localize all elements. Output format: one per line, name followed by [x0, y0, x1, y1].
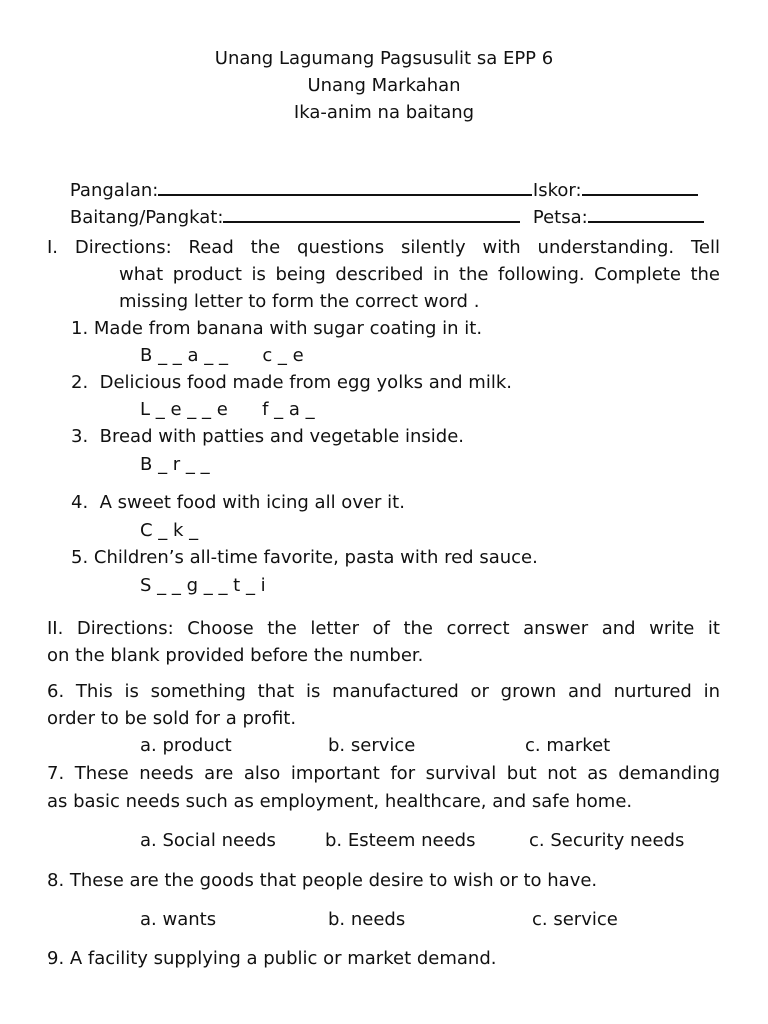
score-label: Iskor:: [532, 180, 582, 201]
question-7-line1: 7. These needs are also important for survival but not as demanding: [47, 763, 720, 784]
section-blank: [223, 205, 520, 223]
date-label: Petsa:: [532, 207, 588, 228]
answer-1: B _ _ a _ _ c _ e: [140, 345, 304, 366]
q8-option-b: b. needs: [328, 909, 406, 930]
question-7-line2: as basic needs such as employment, healthcare, and safe home.: [47, 791, 633, 812]
answer-3: B _ r _ _: [140, 454, 210, 475]
q8-option-a: a. wants: [140, 909, 217, 930]
q7-option-a: a. Social needs: [140, 830, 276, 851]
name-label: Pangalan:: [69, 180, 159, 201]
part1-directions-line1: I. Directions: Read the questions silently with understanding. Tell: [47, 237, 720, 258]
question-6-line1: 6. This is something that is manufactured or grown and nurtured in: [47, 681, 720, 702]
question-8-line1: 8. These are the goods that people desire to wish or to have.: [47, 870, 598, 891]
date-blank: [588, 205, 704, 223]
question-4: 4. A sweet food with icing all over it.: [71, 492, 405, 513]
quiz-grade: Ika-anim na baitang: [293, 102, 475, 123]
question-9-line1: 9. A facility supplying a public or market demand.: [47, 948, 497, 969]
q7-option-c: c. Security needs: [529, 830, 685, 851]
quiz-quarter: Unang Markahan: [307, 75, 461, 96]
section-label: Baitang/Pangkat:: [69, 207, 224, 228]
question-1: 1. Made from banana with sugar coating in it.: [71, 318, 483, 339]
question-6-line2: order to be sold for a profit.: [47, 708, 297, 729]
question-3: 3. Bread with patties and vegetable inside.: [71, 426, 465, 447]
quiz-title: Unang Lagumang Pagsusulit sa EPP 6: [214, 48, 554, 69]
question-5: 5. Children’s all-time favorite, pasta with red sauce.: [71, 547, 538, 568]
q8-option-c: c. service: [532, 909, 618, 930]
part1-directions-line3: missing letter to form the correct word .: [119, 291, 480, 312]
part1-directions-line2: what product is being described in the following. Complete the: [119, 264, 720, 285]
q7-option-b: b. Esteem needs: [325, 830, 476, 851]
q6-option-c: c. market: [525, 735, 611, 756]
q6-option-b: b. service: [328, 735, 416, 756]
q6-option-a: a. product: [140, 735, 232, 756]
question-2: 2. Delicious food made from egg yolks and milk.: [71, 372, 512, 393]
answer-4: C _ k _: [140, 520, 199, 541]
answer-5: S _ _ g _ _ t _ i: [140, 575, 266, 596]
part2-directions-line2: on the blank provided before the number.: [47, 645, 424, 666]
answer-2: L _ e _ _ e f _ a _: [140, 399, 315, 420]
part2-directions-line1: II. Directions: Choose the letter of the correct answer and write it: [47, 618, 720, 639]
